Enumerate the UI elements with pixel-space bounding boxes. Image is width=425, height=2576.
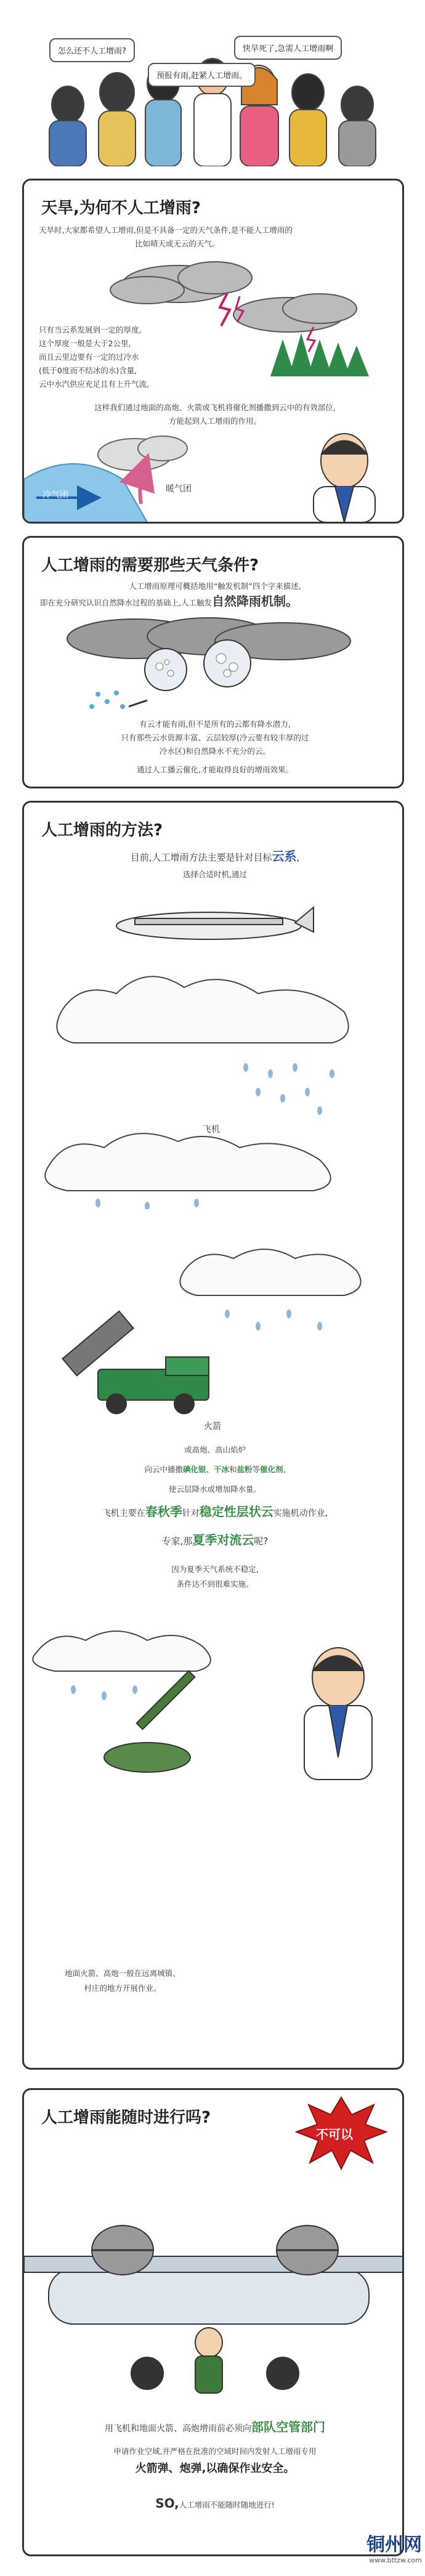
anytime-text-3: 火箭弹、炮弹,以确保作业安全。	[135, 2462, 295, 2475]
methods-text-5: 使云层降水或增加降水量。	[168, 1484, 261, 1494]
methods-text-6a: 飞机主要在	[102, 1509, 145, 1518]
anytime-text-1	[30, 2420, 400, 2436]
label-airplane: 飞机	[203, 1125, 220, 1135]
conditions-text-1: 人工增雨原理可概括地用“触发机制”四个字来描述,	[129, 581, 301, 591]
methods-text-3: 或高炮、高山焰炉	[184, 1445, 246, 1454]
methods-text-9: 条件达不到很难实施。	[176, 1579, 254, 1589]
watermark-name: 铜州网	[366, 2534, 422, 2556]
methods-text-11: 村庄的地方开展作业。	[84, 1983, 161, 1993]
label-cold-air: 冷气团	[42, 490, 68, 500]
section-drought-title: 天旱,为何不人工增雨?	[41, 199, 201, 217]
section-conditions-panel	[22, 536, 404, 788]
conditions-text-4: 只有那些云水资源丰富、云层较厚(冷云要有较丰厚的过	[121, 733, 309, 742]
anytime-text-4b: 人工增雨不能随时随地进行!	[179, 2500, 275, 2509]
methods-text-4f: 盐粉	[237, 1465, 253, 1474]
site-watermark	[320, 2529, 422, 2572]
section-anytime-panel	[22, 2088, 404, 2556]
conditions-text-2b: 自然降雨机制。	[211, 594, 298, 609]
methods-text-4h: 催化剂	[260, 1465, 283, 1474]
section-methods-title: 人工增雨的方法?	[41, 821, 163, 840]
cloud-seeding-illustration	[24, 614, 404, 713]
drought-text-2-l5: 云中水汽供应充足且有上升气流,	[39, 379, 149, 389]
anytime-text-1b: 部队空管部门	[251, 2420, 325, 2434]
conditions-text-6: 通过人工播云催化,才能取得良好的增雨效果。	[137, 765, 293, 774]
methods-text-1a: 目前,人工增雨方法主要是针对目标	[130, 852, 272, 863]
conditions-text-2	[40, 594, 397, 610]
section-anytime-title: 人工增雨能随时进行吗?	[41, 2108, 211, 2127]
label-rocket: 火箭	[204, 1422, 221, 1432]
air-mass-illustration	[24, 430, 404, 522]
methods-text-4b: 碘化银	[182, 1465, 206, 1474]
intro-scene	[0, 0, 425, 166]
drought-text-2-l4: (低于0度而不结冰的水)含量,	[39, 366, 137, 375]
methods-text-4i: ,	[283, 1465, 286, 1474]
anytime-text-4a: SO,	[155, 2496, 179, 2511]
methods-text-4g: 等	[252, 1465, 261, 1474]
methods-text-4a: 向云中播撒	[144, 1465, 183, 1474]
drought-text-2-l1: 只有当云系发展到一定的厚度,	[39, 325, 142, 334]
drought-text-1b: 比如晴天或无云的天气。	[135, 239, 220, 248]
stamp-no: 不可以	[316, 2127, 353, 2142]
conditions-text-3: 有云才能有雨,但不是所有的云都有降水潜力,	[139, 719, 291, 729]
methods-text-7a: 专家,那	[161, 1536, 193, 1547]
methods-text-10: 地面火箭、高炮一般在远离城镇、	[65, 1969, 180, 1978]
section-conditions-title: 人工增雨的需要那些天气条件?	[41, 556, 259, 575]
methods-text-7c: 呢?	[254, 1536, 269, 1547]
label-warm-air: 暖气团	[166, 484, 192, 494]
methods-text-4	[30, 1463, 400, 1476]
methods-text-4e: 和	[229, 1465, 237, 1474]
speech-bubble-right: 快旱死了,急需人工增雨啊	[234, 36, 342, 60]
methods-text-1c: ,	[296, 852, 300, 863]
methods-text-6b: 春秋季	[145, 1504, 182, 1519]
drought-text-3-l1: 这样我们通过地面的高炮、火箭或飞机将催化剂播撒到云中的有效部位,	[94, 403, 336, 412]
methods-text-7b: 夏季对流云	[192, 1533, 254, 1547]
methods-text-4c: 、	[206, 1465, 214, 1474]
methods-text-1b: 云系	[272, 849, 297, 864]
conditions-text-5: 冷水区)和自然降水不充分的云。	[160, 747, 270, 756]
section-methods-panel	[22, 801, 404, 2070]
methods-text-6e: 实施机动作业,	[273, 1509, 328, 1518]
anytime-text-4	[30, 2497, 400, 2512]
methods-text-4d: 干冰	[213, 1465, 229, 1474]
artillery-expert-illustration	[24, 1603, 404, 1788]
speech-bubble-left: 怎么还不人工增雨?	[49, 38, 135, 62]
speech-bubble-middle: 预报有雨,赶紧人工增雨。	[148, 63, 256, 87]
drought-text-1: 天旱时,大家都希望人工增雨,但是不具备一定的天气条件,是不能人工增雨的	[39, 225, 293, 235]
methods-text-6d: 稳定性层状云	[199, 1504, 273, 1519]
section-drought-panel	[22, 179, 404, 524]
methods-text-6	[30, 1505, 400, 1520]
methods-text-2: 选择合适时机,通过	[183, 870, 247, 879]
drought-text-2-l2: 这个厚度一般是大于2公里,	[39, 339, 131, 348]
anytime-text-1a: 用飞机和地面火箭、高炮增雨前必须向	[105, 2424, 251, 2434]
methods-text-6c: 针对	[182, 1509, 200, 1518]
methods-text-1	[30, 849, 400, 864]
methods-text-8: 因为夏季天气系统不稳定,	[171, 1565, 259, 1574]
methods-text-7	[30, 1533, 400, 1548]
watermark-url: www.bttzw.com	[369, 2556, 422, 2564]
airplane-seeding-illustration	[24, 889, 404, 1209]
drought-text-3-l2: 方能起到人工增雨的作用。	[168, 416, 261, 426]
anytime-text-2: 申请作业空域,并严格在批准的空域时间内发射人工增雨专用	[113, 2447, 317, 2456]
conditions-text-2a: 即在充分研究认识自然降水过程的基础上,人工触发	[40, 598, 212, 607]
transport-plane-illustration	[24, 2176, 404, 2410]
drought-text-2-l3: 而且云里边要有一定的过冷水	[39, 352, 139, 362]
rocket-launcher-illustration	[24, 1234, 404, 1431]
